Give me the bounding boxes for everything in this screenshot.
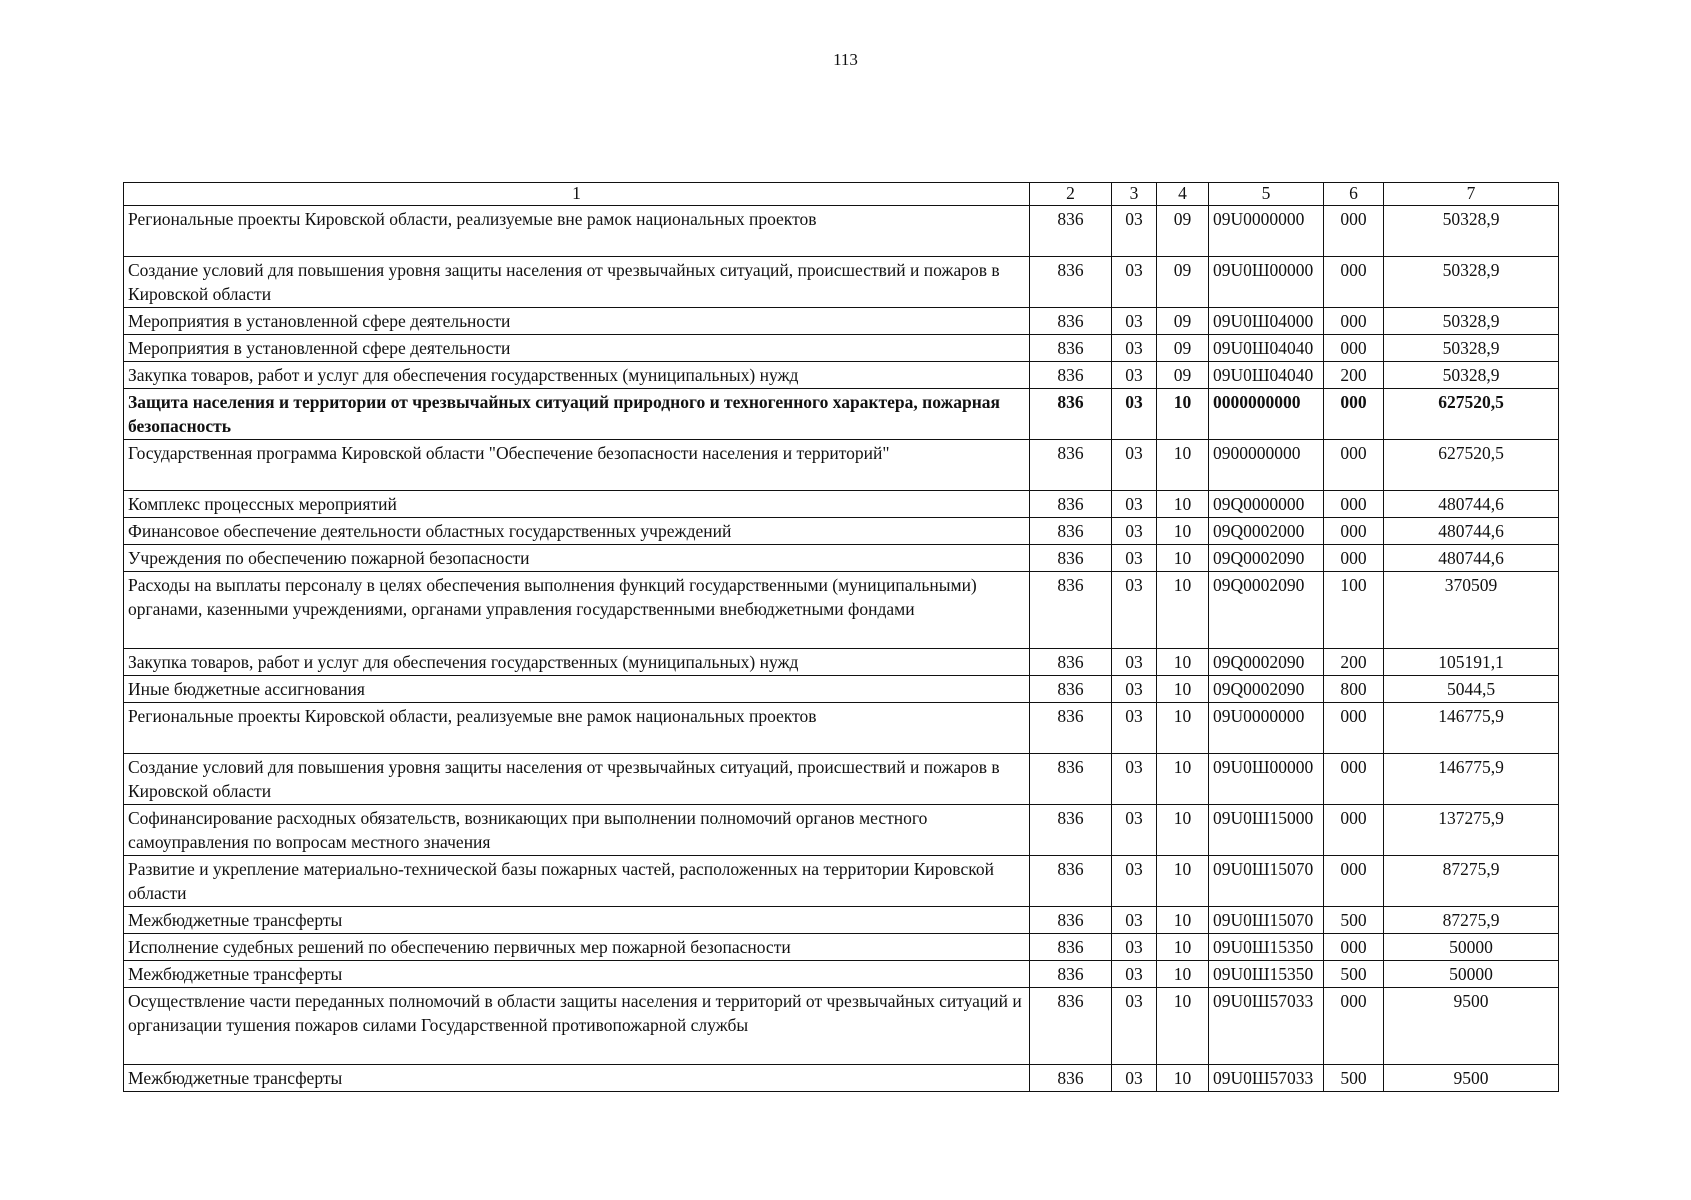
header-col-7: 7 bbox=[1384, 183, 1559, 206]
row-target-code-cell: 09U0Ш57033 bbox=[1209, 988, 1324, 1065]
row-amount-cell: 480744,6 bbox=[1384, 491, 1559, 518]
row-expense-type-cell: 500 bbox=[1324, 1065, 1384, 1092]
row-name-cell: Финансовое обеспечение деятельности областных государственных учреждений bbox=[124, 518, 1030, 545]
table-row bbox=[124, 805, 1559, 856]
header-col-5: 5 bbox=[1209, 183, 1324, 206]
row-name-cell: Межбюджетные трансферты bbox=[124, 1065, 1030, 1092]
row-section-cell: 03 bbox=[1112, 934, 1157, 961]
row-section-cell: 03 bbox=[1112, 308, 1157, 335]
row-name-cell: Учреждения по обеспечению пожарной безопасности bbox=[124, 545, 1030, 572]
row-grbs-cell: 836 bbox=[1030, 491, 1112, 518]
row-subsection-cell: 10 bbox=[1157, 754, 1209, 805]
row-amount-cell: 50328,9 bbox=[1384, 335, 1559, 362]
row-grbs-cell: 836 bbox=[1030, 961, 1112, 988]
row-section-cell: 03 bbox=[1112, 961, 1157, 988]
table-row bbox=[124, 856, 1559, 907]
row-name-cell: Исполнение судебных решений по обеспечению первичных мер пожарной безопасности bbox=[124, 934, 1030, 961]
row-target-code-cell: 09U0Ш15350 bbox=[1209, 961, 1324, 988]
row-target-code-cell: 09Q0000000 bbox=[1209, 491, 1324, 518]
table-row bbox=[124, 1065, 1559, 1092]
row-amount-cell: 480744,6 bbox=[1384, 518, 1559, 545]
row-expense-type-cell: 000 bbox=[1324, 308, 1384, 335]
table-row bbox=[124, 206, 1559, 257]
row-target-code-cell: 09Q0002000 bbox=[1209, 518, 1324, 545]
table-row bbox=[124, 907, 1559, 934]
table-header-row bbox=[124, 183, 1559, 206]
row-subsection-cell: 10 bbox=[1157, 491, 1209, 518]
row-target-code-cell: 09U0Ш04000 bbox=[1209, 308, 1324, 335]
row-amount-cell: 627520,5 bbox=[1384, 440, 1559, 491]
row-subsection-cell: 10 bbox=[1157, 518, 1209, 545]
row-amount-cell: 87275,9 bbox=[1384, 907, 1559, 934]
row-grbs-cell: 836 bbox=[1030, 676, 1112, 703]
row-target-code-cell: 0900000000 bbox=[1209, 440, 1324, 491]
row-subsection-cell: 10 bbox=[1157, 988, 1209, 1065]
row-subsection-cell: 10 bbox=[1157, 676, 1209, 703]
row-target-code-cell: 0000000000 bbox=[1209, 389, 1324, 440]
row-grbs-cell: 836 bbox=[1030, 934, 1112, 961]
table-body bbox=[124, 206, 1559, 1092]
row-grbs-cell: 836 bbox=[1030, 703, 1112, 754]
row-subsection-cell: 10 bbox=[1157, 907, 1209, 934]
row-expense-type-cell: 000 bbox=[1324, 805, 1384, 856]
row-grbs-cell: 836 bbox=[1030, 907, 1112, 934]
header-col-6: 6 bbox=[1324, 183, 1384, 206]
header-col-1: 1 bbox=[124, 183, 1030, 206]
table-row bbox=[124, 988, 1559, 1065]
table-row bbox=[124, 754, 1559, 805]
row-target-code-cell: 09Q0002090 bbox=[1209, 545, 1324, 572]
table-row bbox=[124, 934, 1559, 961]
row-grbs-cell: 836 bbox=[1030, 389, 1112, 440]
row-expense-type-cell: 500 bbox=[1324, 907, 1384, 934]
row-grbs-cell: 836 bbox=[1030, 572, 1112, 649]
row-name-cell: Иные бюджетные ассигнования bbox=[124, 676, 1030, 703]
row-name-cell: Создание условий для повышения уровня защиты населения от чрезвычайных ситуаций, происшествий и пожаров в Кировской области bbox=[124, 257, 1030, 308]
row-grbs-cell: 836 bbox=[1030, 362, 1112, 389]
row-name-cell: Мероприятия в установленной сфере деятельности bbox=[124, 335, 1030, 362]
row-subsection-cell: 10 bbox=[1157, 856, 1209, 907]
row-target-code-cell: 09U0Ш04040 bbox=[1209, 362, 1324, 389]
row-subsection-cell: 10 bbox=[1157, 961, 1209, 988]
page-number: 113 bbox=[833, 50, 858, 69]
row-amount-cell: 9500 bbox=[1384, 988, 1559, 1065]
row-amount-cell: 50000 bbox=[1384, 961, 1559, 988]
table-row bbox=[124, 362, 1559, 389]
row-amount-cell: 627520,5 bbox=[1384, 389, 1559, 440]
row-section-cell: 03 bbox=[1112, 362, 1157, 389]
table-row bbox=[124, 518, 1559, 545]
row-target-code-cell: 09U0Ш04040 bbox=[1209, 335, 1324, 362]
row-name-cell: Создание условий для повышения уровня защиты населения от чрезвычайных ситуаций, происшествий и пожаров в Кировской области bbox=[124, 754, 1030, 805]
row-name-cell: Комплекс процессных мероприятий bbox=[124, 491, 1030, 518]
row-target-code-cell: 09U0000000 bbox=[1209, 206, 1324, 257]
table-row bbox=[124, 257, 1559, 308]
row-name-cell: Защита населения и территории от чрезвычайных ситуаций природного и техногенного характера, пожарная безопасность bbox=[124, 389, 1030, 440]
row-grbs-cell: 836 bbox=[1030, 754, 1112, 805]
row-subsection-cell: 10 bbox=[1157, 389, 1209, 440]
row-expense-type-cell: 000 bbox=[1324, 545, 1384, 572]
row-expense-type-cell: 000 bbox=[1324, 988, 1384, 1065]
row-amount-cell: 87275,9 bbox=[1384, 856, 1559, 907]
row-section-cell: 03 bbox=[1112, 491, 1157, 518]
table-row bbox=[124, 649, 1559, 676]
header-col-3: 3 bbox=[1112, 183, 1157, 206]
row-section-cell: 03 bbox=[1112, 440, 1157, 491]
row-target-code-cell: 09U0Ш15000 bbox=[1209, 805, 1324, 856]
row-grbs-cell: 836 bbox=[1030, 805, 1112, 856]
row-section-cell: 03 bbox=[1112, 907, 1157, 934]
row-section-cell: 03 bbox=[1112, 1065, 1157, 1092]
row-target-code-cell: 09U0Ш15070 bbox=[1209, 907, 1324, 934]
row-subsection-cell: 10 bbox=[1157, 572, 1209, 649]
row-subsection-cell: 10 bbox=[1157, 545, 1209, 572]
row-expense-type-cell: 000 bbox=[1324, 389, 1384, 440]
row-grbs-cell: 836 bbox=[1030, 1065, 1112, 1092]
row-grbs-cell: 836 bbox=[1030, 988, 1112, 1065]
row-expense-type-cell: 000 bbox=[1324, 703, 1384, 754]
row-name-cell: Государственная программа Кировской области "Обеспечение безопасности населения и территорий" bbox=[124, 440, 1030, 491]
row-amount-cell: 146775,9 bbox=[1384, 754, 1559, 805]
table-row bbox=[124, 389, 1559, 440]
row-section-cell: 03 bbox=[1112, 335, 1157, 362]
row-amount-cell: 480744,6 bbox=[1384, 545, 1559, 572]
row-subsection-cell: 10 bbox=[1157, 703, 1209, 754]
row-expense-type-cell: 000 bbox=[1324, 257, 1384, 308]
row-section-cell: 03 bbox=[1112, 649, 1157, 676]
row-target-code-cell: 09U0000000 bbox=[1209, 703, 1324, 754]
header-col-2: 2 bbox=[1030, 183, 1112, 206]
row-expense-type-cell: 000 bbox=[1324, 206, 1384, 257]
row-name-cell: Межбюджетные трансферты bbox=[124, 961, 1030, 988]
row-name-cell: Межбюджетные трансферты bbox=[124, 907, 1030, 934]
row-section-cell: 03 bbox=[1112, 545, 1157, 572]
row-target-code-cell: 09Q0002090 bbox=[1209, 676, 1324, 703]
row-section-cell: 03 bbox=[1112, 572, 1157, 649]
row-grbs-cell: 836 bbox=[1030, 518, 1112, 545]
row-subsection-cell: 10 bbox=[1157, 440, 1209, 491]
row-expense-type-cell: 500 bbox=[1324, 961, 1384, 988]
row-section-cell: 03 bbox=[1112, 856, 1157, 907]
row-expense-type-cell: 000 bbox=[1324, 934, 1384, 961]
row-expense-type-cell: 000 bbox=[1324, 440, 1384, 491]
row-subsection-cell: 09 bbox=[1157, 335, 1209, 362]
row-subsection-cell: 10 bbox=[1157, 934, 1209, 961]
row-grbs-cell: 836 bbox=[1030, 308, 1112, 335]
row-grbs-cell: 836 bbox=[1030, 649, 1112, 676]
row-amount-cell: 146775,9 bbox=[1384, 703, 1559, 754]
row-expense-type-cell: 000 bbox=[1324, 335, 1384, 362]
row-grbs-cell: 836 bbox=[1030, 257, 1112, 308]
table-row bbox=[124, 545, 1559, 572]
row-amount-cell: 137275,9 bbox=[1384, 805, 1559, 856]
row-name-cell: Софинансирование расходных обязательств, возникающих при выполнении полномочий органов местного самоуправления по вопросам местного значения bbox=[124, 805, 1030, 856]
row-name-cell: Расходы на выплаты персоналу в целях обеспечения выполнения функций государственными (муниципальными) органами, казенными учреждениями, органами управления государственными внебюджетными фондами bbox=[124, 572, 1030, 649]
table-row bbox=[124, 676, 1559, 703]
row-amount-cell: 50328,9 bbox=[1384, 257, 1559, 308]
table-row bbox=[124, 703, 1559, 754]
row-section-cell: 03 bbox=[1112, 206, 1157, 257]
row-section-cell: 03 bbox=[1112, 389, 1157, 440]
row-subsection-cell: 09 bbox=[1157, 362, 1209, 389]
row-name-cell: Региональные проекты Кировской области, реализуемые вне рамок национальных проектов bbox=[124, 703, 1030, 754]
row-target-code-cell: 09U0Ш15070 bbox=[1209, 856, 1324, 907]
row-grbs-cell: 836 bbox=[1030, 856, 1112, 907]
row-section-cell: 03 bbox=[1112, 257, 1157, 308]
table-row bbox=[124, 440, 1559, 491]
row-amount-cell: 50328,9 bbox=[1384, 206, 1559, 257]
row-amount-cell: 105191,1 bbox=[1384, 649, 1559, 676]
row-amount-cell: 5044,5 bbox=[1384, 676, 1559, 703]
row-amount-cell: 50328,9 bbox=[1384, 308, 1559, 335]
row-section-cell: 03 bbox=[1112, 754, 1157, 805]
row-name-cell: Закупка товаров, работ и услуг для обеспечения государственных (муниципальных) нужд bbox=[124, 649, 1030, 676]
row-section-cell: 03 bbox=[1112, 518, 1157, 545]
row-expense-type-cell: 800 bbox=[1324, 676, 1384, 703]
row-target-code-cell: 09Q0002090 bbox=[1209, 649, 1324, 676]
row-expense-type-cell: 000 bbox=[1324, 491, 1384, 518]
row-expense-type-cell: 200 bbox=[1324, 649, 1384, 676]
row-expense-type-cell: 000 bbox=[1324, 856, 1384, 907]
row-target-code-cell: 09U0Ш00000 bbox=[1209, 754, 1324, 805]
row-expense-type-cell: 200 bbox=[1324, 362, 1384, 389]
row-expense-type-cell: 100 bbox=[1324, 572, 1384, 649]
table-row bbox=[124, 961, 1559, 988]
table-row bbox=[124, 572, 1559, 649]
row-amount-cell: 50328,9 bbox=[1384, 362, 1559, 389]
row-grbs-cell: 836 bbox=[1030, 206, 1112, 257]
row-name-cell: Мероприятия в установленной сфере деятельности bbox=[124, 308, 1030, 335]
row-subsection-cell: 09 bbox=[1157, 206, 1209, 257]
row-subsection-cell: 10 bbox=[1157, 805, 1209, 856]
row-name-cell: Развитие и укрепление материально-технической базы пожарных частей, расположенных на территории Кировской области bbox=[124, 856, 1030, 907]
row-name-cell: Осуществление части переданных полномочий в области защиты населения и территорий от чрезвычайных ситуаций и организации тушения пожаров силами Государственной противопожарной службы bbox=[124, 988, 1030, 1065]
row-name-cell: Региональные проекты Кировской области, реализуемые вне рамок национальных проектов bbox=[124, 206, 1030, 257]
row-expense-type-cell: 000 bbox=[1324, 518, 1384, 545]
header-col-4: 4 bbox=[1157, 183, 1209, 206]
row-grbs-cell: 836 bbox=[1030, 545, 1112, 572]
table-row bbox=[124, 335, 1559, 362]
row-section-cell: 03 bbox=[1112, 676, 1157, 703]
row-section-cell: 03 bbox=[1112, 805, 1157, 856]
row-subsection-cell: 10 bbox=[1157, 1065, 1209, 1092]
row-target-code-cell: 09U0Ш15350 bbox=[1209, 934, 1324, 961]
row-expense-type-cell: 000 bbox=[1324, 754, 1384, 805]
row-section-cell: 03 bbox=[1112, 703, 1157, 754]
row-grbs-cell: 836 bbox=[1030, 335, 1112, 362]
row-amount-cell: 370509 bbox=[1384, 572, 1559, 649]
row-target-code-cell: 09U0Ш57033 bbox=[1209, 1065, 1324, 1092]
row-name-cell: Закупка товаров, работ и услуг для обеспечения государственных (муниципальных) нужд bbox=[124, 362, 1030, 389]
row-amount-cell: 50000 bbox=[1384, 934, 1559, 961]
row-subsection-cell: 09 bbox=[1157, 308, 1209, 335]
row-subsection-cell: 10 bbox=[1157, 649, 1209, 676]
row-target-code-cell: 09U0Ш00000 bbox=[1209, 257, 1324, 308]
budget-table bbox=[123, 182, 1559, 1092]
table-row bbox=[124, 308, 1559, 335]
row-grbs-cell: 836 bbox=[1030, 440, 1112, 491]
row-section-cell: 03 bbox=[1112, 988, 1157, 1065]
row-target-code-cell: 09Q0002090 bbox=[1209, 572, 1324, 649]
row-amount-cell: 9500 bbox=[1384, 1065, 1559, 1092]
row-subsection-cell: 09 bbox=[1157, 257, 1209, 308]
table-row bbox=[124, 491, 1559, 518]
